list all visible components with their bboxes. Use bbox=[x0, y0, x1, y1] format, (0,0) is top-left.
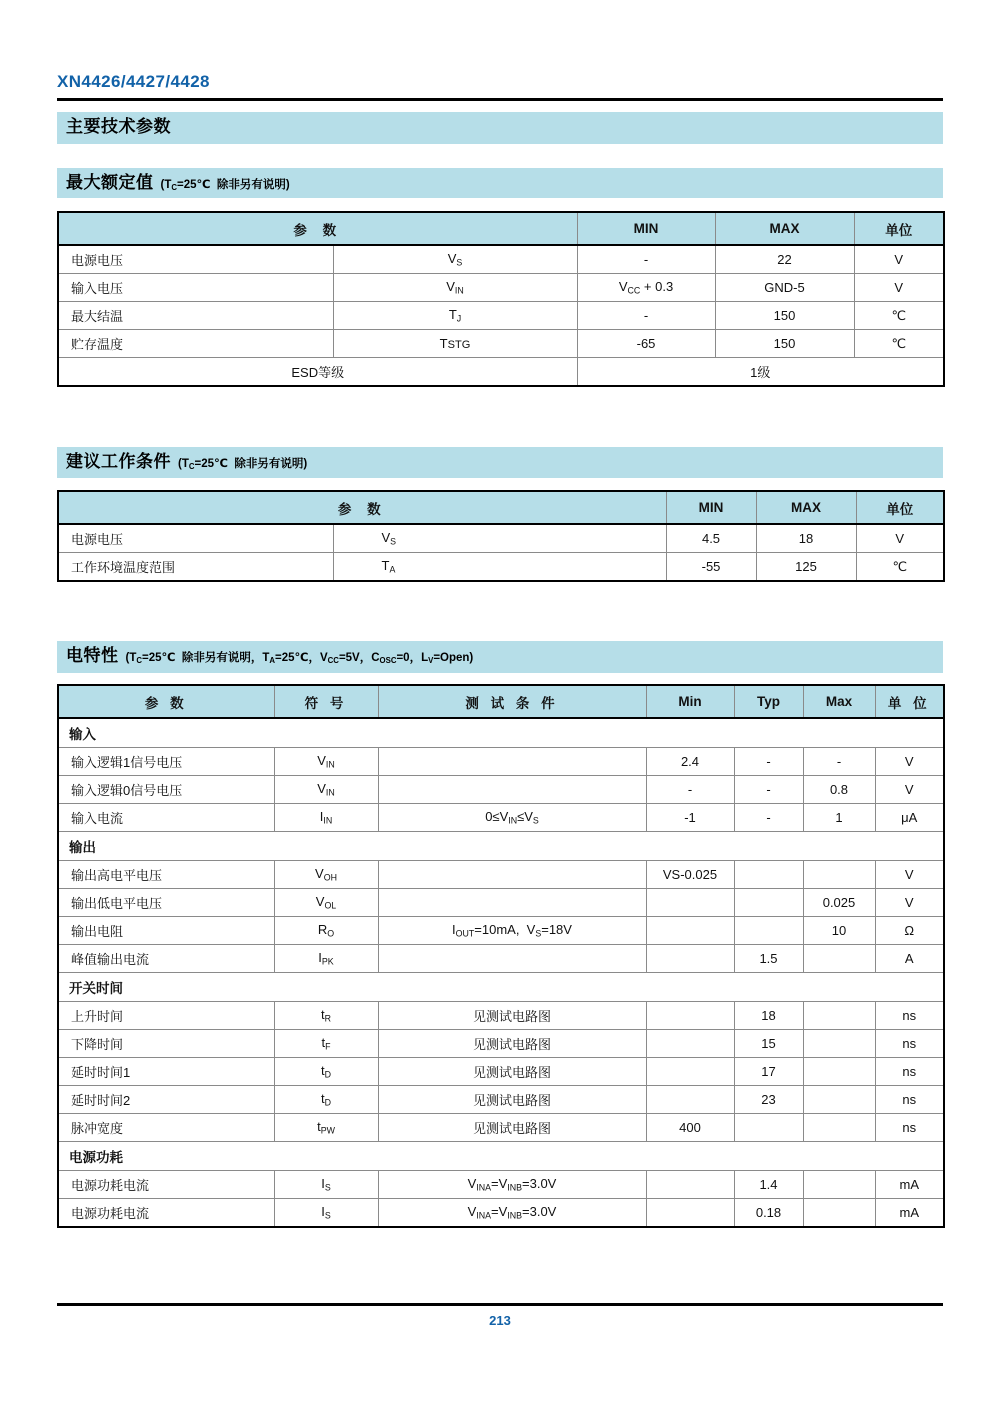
section-title-main-specs: 主要技术参数 bbox=[66, 117, 171, 136]
cell-parameter: 下降时间 bbox=[58, 1030, 274, 1058]
cell-typ: 1.4 bbox=[734, 1171, 803, 1199]
table-row bbox=[58, 302, 944, 330]
group-label-output: 输出 bbox=[58, 832, 944, 861]
cell-max bbox=[803, 1002, 875, 1030]
cell-min: 2.4 bbox=[646, 748, 734, 776]
section-title-recommended-operating: 建议工作条件 bbox=[66, 452, 171, 471]
cell-min: - bbox=[577, 245, 715, 274]
cell-parameter: 峰值输出电流 bbox=[58, 945, 274, 973]
cell-parameter: 电源功耗电流 bbox=[58, 1199, 274, 1228]
section-band-electrical bbox=[57, 641, 943, 673]
cell-unit: ns bbox=[875, 1030, 944, 1058]
table-electrical-characteristics bbox=[57, 684, 945, 1228]
cell-min: -1 bbox=[646, 804, 734, 832]
cell-parameter: 输出低电平电压 bbox=[58, 889, 274, 917]
cell-symbol: $t_{PW}$ bbox=[274, 1114, 378, 1142]
cell-esd-label: ESD等级 bbox=[58, 358, 577, 387]
cell-symbol: $t_D$ bbox=[274, 1086, 378, 1114]
cell-test-condition bbox=[378, 945, 646, 973]
col-header-symbol: 符 号 bbox=[274, 685, 378, 718]
cell-symbol: $t_R$ bbox=[274, 1002, 378, 1030]
cell-test-condition: 见测试电路图 bbox=[378, 1030, 646, 1058]
cell-typ bbox=[734, 917, 803, 945]
cell-typ bbox=[734, 889, 803, 917]
cell-min: - bbox=[646, 776, 734, 804]
cell-test-condition bbox=[378, 776, 646, 804]
table-row bbox=[58, 1114, 944, 1142]
cell-max bbox=[803, 945, 875, 973]
cell-min bbox=[646, 1086, 734, 1114]
cell-symbol: $V_{IN}$ bbox=[274, 776, 378, 804]
cell-min bbox=[646, 1030, 734, 1058]
table-row bbox=[58, 1171, 944, 1199]
col-header-parameter: 参 数 bbox=[58, 685, 274, 718]
cell-max: 0.025 bbox=[803, 889, 875, 917]
cell-test-condition bbox=[378, 748, 646, 776]
group-label-switching-time: 开关时间 bbox=[58, 973, 944, 1002]
cell-typ: - bbox=[734, 748, 803, 776]
section-title-abs-max: 最大额定值 bbox=[66, 173, 154, 192]
cell-max: 150 bbox=[715, 330, 854, 358]
section-title-electrical: 电特性 bbox=[66, 646, 119, 665]
cell-min: VS-0.025 bbox=[646, 861, 734, 889]
table-row bbox=[58, 1199, 944, 1228]
cell-unit: ns bbox=[875, 1002, 944, 1030]
table-row bbox=[58, 553, 944, 582]
cell-symbol: $T_J$ bbox=[333, 302, 577, 330]
cell-symbol: $I_{PK}$ bbox=[274, 945, 378, 973]
cell-max: 1 bbox=[803, 804, 875, 832]
table-row bbox=[58, 1058, 944, 1086]
cell-typ: 1.5 bbox=[734, 945, 803, 973]
cell-parameter: 电源电压 bbox=[58, 524, 333, 553]
cell-unit: mA bbox=[875, 1171, 944, 1199]
cell-min: 400 bbox=[646, 1114, 734, 1142]
table-row bbox=[58, 945, 944, 973]
cell-min bbox=[646, 1002, 734, 1030]
cell-max bbox=[803, 1199, 875, 1228]
cell-typ: 23 bbox=[734, 1086, 803, 1114]
cell-test-condition bbox=[378, 889, 646, 917]
cell-max bbox=[803, 1086, 875, 1114]
document-title: XN4426/4427/4428 bbox=[57, 72, 210, 91]
cell-min bbox=[646, 1171, 734, 1199]
cell-parameter: 贮存温度 bbox=[58, 330, 333, 358]
cell-parameter: 最大结温 bbox=[58, 302, 333, 330]
cell-symbol: $V_{OL}$ bbox=[274, 889, 378, 917]
col-header-min: Min bbox=[646, 685, 734, 718]
page-number: 213 bbox=[489, 1313, 511, 1328]
cell-typ: 17 bbox=[734, 1058, 803, 1086]
table-row bbox=[58, 804, 944, 832]
table-row bbox=[58, 889, 944, 917]
col-header-test-conditions: 测 试 条 件 bbox=[378, 685, 646, 718]
cell-symbol: $V_S$ bbox=[333, 524, 666, 553]
cell-symbol: $t_D$ bbox=[274, 1058, 378, 1086]
section-conditions-recommended-operating: ($T_C=25℃$ 除非另有说明) bbox=[178, 458, 308, 472]
cell-parameter: 电源电压 bbox=[58, 245, 333, 274]
cell-parameter: 输出高电平电压 bbox=[58, 861, 274, 889]
cell-unit: V bbox=[875, 776, 944, 804]
cell-unit: V bbox=[875, 889, 944, 917]
cell-symbol: $I_{IN}$ bbox=[274, 804, 378, 832]
cell-min: -65 bbox=[577, 330, 715, 358]
cell-test-condition: 见测试电路图 bbox=[378, 1114, 646, 1142]
cell-test-condition: 见测试电路图 bbox=[378, 1058, 646, 1086]
cell-max bbox=[803, 1030, 875, 1058]
cell-unit: Ω bbox=[875, 917, 944, 945]
section-conditions-electrical: ($T_C=25℃$ 除非另有说明，$T_A=25℃$，$V_{CC}=5V$，$C_{OSC}=0$，$L_V=Open$) bbox=[125, 652, 474, 666]
table-row bbox=[58, 1086, 944, 1114]
cell-typ bbox=[734, 861, 803, 889]
cell-parameter: 上升时间 bbox=[58, 1002, 274, 1030]
cell-symbol: $t_F$ bbox=[274, 1030, 378, 1058]
cell-unit: V bbox=[875, 861, 944, 889]
table-row bbox=[58, 1030, 944, 1058]
cell-max bbox=[803, 1114, 875, 1142]
cell-parameter: 工作环境温度范围 bbox=[58, 553, 333, 582]
cell-max: GND-5 bbox=[715, 274, 854, 302]
group-label-input: 输入 bbox=[58, 718, 944, 748]
cell-min: $V_{CC} + 0.3$ bbox=[577, 274, 715, 302]
cell-max: 150 bbox=[715, 302, 854, 330]
col-header-unit: 单位 bbox=[854, 212, 944, 245]
col-header-parameter: 参 数 bbox=[58, 212, 577, 245]
cell-min bbox=[646, 945, 734, 973]
cell-test-condition bbox=[378, 861, 646, 889]
cell-typ bbox=[734, 1114, 803, 1142]
col-header-min: MIN bbox=[577, 212, 715, 245]
header-rule bbox=[57, 98, 943, 101]
group-header-row bbox=[58, 973, 944, 1002]
cell-symbol: $I_S$ bbox=[274, 1171, 378, 1199]
cell-test-condition: 见测试电路图 bbox=[378, 1086, 646, 1114]
cell-max bbox=[803, 1058, 875, 1086]
cell-unit: ℃ bbox=[854, 330, 944, 358]
cell-min: - bbox=[577, 302, 715, 330]
table-row bbox=[58, 1002, 944, 1030]
cell-test-condition: 见测试电路图 bbox=[378, 1002, 646, 1030]
col-header-max: Max bbox=[803, 685, 875, 718]
table-row bbox=[58, 245, 944, 274]
group-header-row bbox=[58, 832, 944, 861]
col-header-parameter: 参 数 bbox=[58, 491, 666, 524]
table-header-row bbox=[58, 212, 944, 245]
cell-unit: ℃ bbox=[854, 302, 944, 330]
cell-unit: V bbox=[856, 524, 944, 553]
table-row bbox=[58, 917, 944, 945]
cell-min bbox=[646, 1199, 734, 1228]
cell-test-condition: $0\le V_{IN}\le V_S$ bbox=[378, 804, 646, 832]
cell-typ: 18 bbox=[734, 1002, 803, 1030]
cell-symbol: TSTG bbox=[333, 330, 577, 358]
cell-test-condition: $V_{INA}=V_{INB}=3.0V$ bbox=[378, 1171, 646, 1199]
cell-max: - bbox=[803, 748, 875, 776]
cell-parameter: 输出电阻 bbox=[58, 917, 274, 945]
table-row bbox=[58, 748, 944, 776]
cell-parameter: 输入电流 bbox=[58, 804, 274, 832]
cell-min bbox=[646, 917, 734, 945]
group-header-row bbox=[58, 718, 944, 748]
cell-min bbox=[646, 1058, 734, 1086]
table-absolute-maximum-ratings bbox=[57, 211, 945, 387]
cell-typ: 15 bbox=[734, 1030, 803, 1058]
col-header-min: MIN bbox=[666, 491, 756, 524]
cell-typ: - bbox=[734, 776, 803, 804]
table-row bbox=[58, 861, 944, 889]
table-row bbox=[58, 524, 944, 553]
cell-parameter: 延时时间1 bbox=[58, 1058, 274, 1086]
cell-symbol: $V_{IN}$ bbox=[274, 748, 378, 776]
cell-unit: ns bbox=[875, 1114, 944, 1142]
cell-unit: V bbox=[854, 245, 944, 274]
table-row bbox=[58, 330, 944, 358]
cell-max: 22 bbox=[715, 245, 854, 274]
col-header-typ: Typ bbox=[734, 685, 803, 718]
col-header-unit: 单 位 bbox=[875, 685, 944, 718]
cell-unit: ns bbox=[875, 1086, 944, 1114]
table-row bbox=[58, 274, 944, 302]
cell-symbol: $T_A$ bbox=[333, 553, 666, 582]
cell-unit: ℃ bbox=[856, 553, 944, 582]
cell-parameter: 输入电压 bbox=[58, 274, 333, 302]
section-band-abs-max bbox=[57, 168, 943, 198]
cell-parameter: 电源功耗电流 bbox=[58, 1171, 274, 1199]
cell-symbol: $R_O$ bbox=[274, 917, 378, 945]
cell-test-condition: $I_{OUT}=10mA$, $V_S=18V$ bbox=[378, 917, 646, 945]
cell-max: 10 bbox=[803, 917, 875, 945]
group-header-row bbox=[58, 1142, 944, 1171]
cell-typ: 0.18 bbox=[734, 1199, 803, 1228]
cell-test-condition: $V_{INA}=V_{INB}=3.0V$ bbox=[378, 1199, 646, 1228]
footer-rule bbox=[57, 1303, 943, 1306]
cell-min: 4.5 bbox=[666, 524, 756, 553]
cell-parameter: 脉冲宽度 bbox=[58, 1114, 274, 1142]
cell-max: 125 bbox=[756, 553, 856, 582]
col-header-unit: 单位 bbox=[856, 491, 944, 524]
cell-unit: μA bbox=[875, 804, 944, 832]
section-band-main-specs bbox=[57, 112, 943, 144]
table-header-row bbox=[58, 491, 944, 524]
group-label-power-consumption: 电源功耗 bbox=[58, 1142, 944, 1171]
cell-min: -55 bbox=[666, 553, 756, 582]
col-header-max: MAX bbox=[715, 212, 854, 245]
cell-symbol: $V_S$ bbox=[333, 245, 577, 274]
section-band-recommended-operating bbox=[57, 447, 943, 478]
cell-parameter: 延时时间2 bbox=[58, 1086, 274, 1114]
col-header-max: MAX bbox=[756, 491, 856, 524]
table-row-esd bbox=[58, 358, 944, 387]
cell-symbol: $V_{IN}$ bbox=[333, 274, 577, 302]
cell-parameter: 输入逻辑1信号电压 bbox=[58, 748, 274, 776]
cell-min bbox=[646, 889, 734, 917]
cell-typ: - bbox=[734, 804, 803, 832]
cell-esd-value: 1级 bbox=[577, 358, 944, 387]
cell-unit: V bbox=[854, 274, 944, 302]
cell-max: 0.8 bbox=[803, 776, 875, 804]
cell-parameter: 输入逻辑0信号电压 bbox=[58, 776, 274, 804]
table-recommended-operating-conditions bbox=[57, 490, 945, 582]
table-row bbox=[58, 776, 944, 804]
cell-max bbox=[803, 861, 875, 889]
cell-symbol: $V_{OH}$ bbox=[274, 861, 378, 889]
cell-unit: ns bbox=[875, 1058, 944, 1086]
cell-unit: V bbox=[875, 748, 944, 776]
cell-max bbox=[803, 1171, 875, 1199]
cell-unit: A bbox=[875, 945, 944, 973]
cell-max: 18 bbox=[756, 524, 856, 553]
table-header-row bbox=[58, 685, 944, 718]
cell-unit: mA bbox=[875, 1199, 944, 1228]
section-conditions-abs-max: ($T_C=25℃$ 除非另有说明) bbox=[160, 179, 290, 193]
cell-symbol: $I_S$ bbox=[274, 1199, 378, 1228]
